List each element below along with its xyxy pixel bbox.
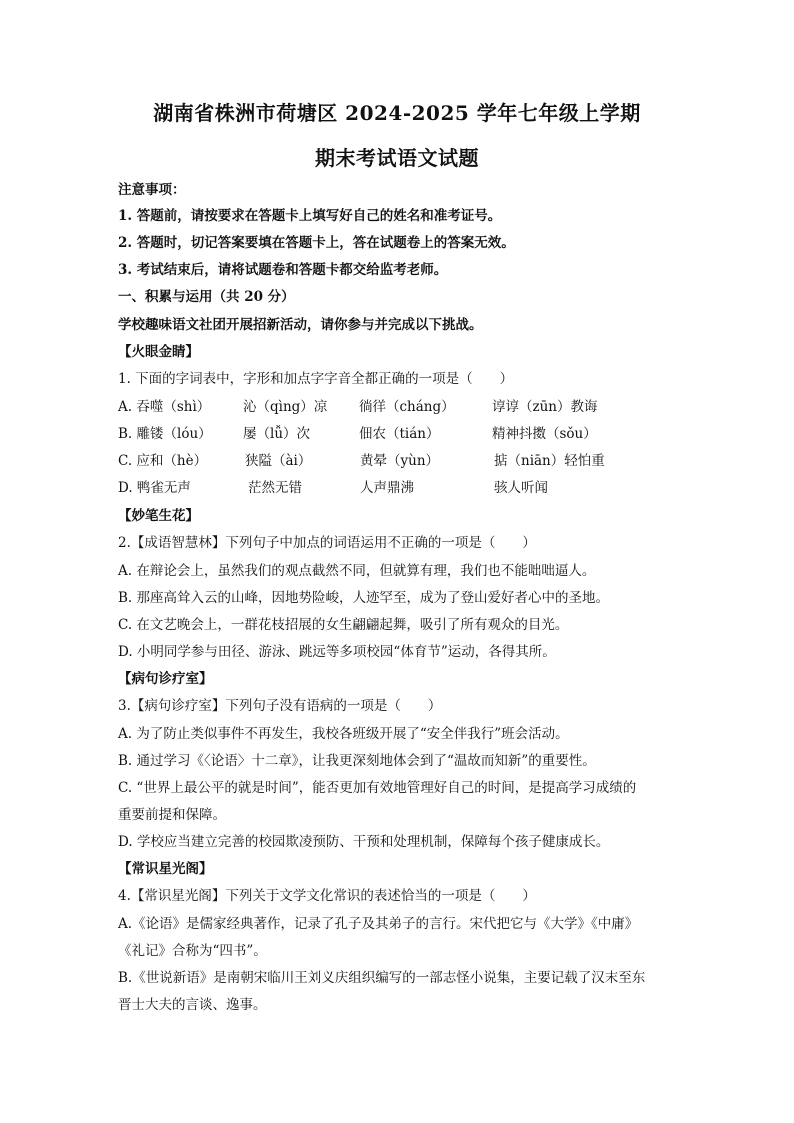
q3-option-c-cont: 重要前提和保障。 [118,807,226,823]
question-2: 2.【成语智慧林】下列句子中加点的词语运用不正确的一项是（ ） [118,535,536,551]
q1-option-c-4: 掂（niān）轻怕重 [494,453,605,469]
q1-option-d-3: 人声鼎沸 [360,480,414,496]
q1-option-d-1: D. 鸭雀无声 [118,480,191,496]
q3-option-a: A. 为了防止类似事件不再发生，我校各班级开展了“安全伴我行”班会活动。 [118,726,569,742]
q1-option-b-1: B. 雕镂（lóu） [118,426,212,442]
q1-option-a-2: 沁（qìng）凉 [243,399,328,415]
block-label-3: 【病句诊疗室】 [118,671,213,687]
q3-option-b: B. 通过学习《〈论语〉十二章》，让我更深刻地体会到了“温故而知新”的重要性。 [118,753,596,769]
q1-option-d-2: 茫然无错 [248,480,302,496]
q1-option-a-1: A. 吞噬（shì） [118,399,211,415]
section-intro: 学校趣味语文社团开展招新活动，请你参与并完成以下挑战。 [118,317,483,333]
q1-option-c-2: 狭隘（ài） [245,453,312,469]
notice-heading: 注意事项： [118,182,186,198]
q1-option-b-4: 精神抖擞（sǒu） [492,426,597,442]
exam-title-line2: 期末考试语文试题 [315,146,479,170]
q1-option-a-4: 谆谆（zūn）教诲 [492,399,598,415]
question-1: 1. 下面的字词表中，字形和加点字字音全都正确的一项是（ ） [118,371,514,387]
q2-option-b: B. 那座高耸入云的山峰，因地势险峻，人迹罕至，成为了登山爱好者心中的圣地。 [118,590,610,606]
q4-option-b-cont: 晋士大夫的言谈、逸事。 [118,997,267,1013]
q2-option-a: A. 在辩论会上，虽然我们的观点截然不同，但就算有理，我们也不能咄咄逼人。 [118,563,596,579]
q1-option-d-4: 骇人听闻 [494,480,548,496]
block-label-1: 【火眼金睛】 [118,344,199,360]
q3-option-c: C. “世界上最公平的就是时间”，能否更加有效地管理好自己的时间，是提高学习成绩的 [118,780,637,796]
q1-option-b-2: 屡（lǚ）次 [243,426,311,442]
q1-option-c-1: C. 应和（hè） [118,453,208,469]
q1-option-c-3: 黄晕（yùn） [360,453,440,469]
exam-title-line1: 湖南省株洲市荷塘区 2024-2025 学年七年级上学期 [153,101,641,125]
q3-option-d: D. 学校应当建立完善的校园欺凌预防、干预和处理机制，保障每个孩子健康成长。 [118,834,610,850]
q4-option-a: A.《论语》是儒家经典著作，记录了孔子及其弟子的言行。宋代把它与《大学》《中庸》 [118,916,639,932]
notice-item-3: 3. 考试结束后，请将试题卷和答题卡都交给监考老师。 [118,262,448,278]
q2-option-c: C. 在文艺晚会上，一群花枝招展的女生翩翩起舞，吸引了所有观众的目光。 [118,617,569,633]
q2-option-d: D. 小明同学参与田径、游泳、跳远等多项校园“体育节”运动，各得其所。 [118,644,556,660]
q4-option-a-cont: 《礼记》合称为“四书”。 [118,943,267,959]
section-heading: 一、积累与运用（共 20 分） [118,289,295,305]
notice-item-2: 2. 答题时，切记答案要填在答题卡上，答在试题卷上的答案无效。 [118,235,515,251]
question-4: 4.【常识星光阁】下列关于文学文化常识的表述恰当的一项是（ ） [118,888,536,904]
q1-option-b-3: 佃农（tián） [359,426,440,442]
block-label-4: 【常识星光阁】 [118,861,213,877]
notice-item-1: 1. 答题前，请按要求在答题卡上填写好自己的姓名和准考证号。 [118,208,502,224]
q4-option-b: B.《世说新语》是南朝宋临川王刘义庆组织编写的一部志怪小说集，主要记载了汉末至东 [118,970,646,986]
question-3: 3.【病句诊疗室】下列句子没有语病的一项是（ ） [118,698,442,714]
q1-option-a-3: 徜徉（cháng） [359,399,455,415]
block-label-2: 【妙笔生花】 [118,508,199,524]
